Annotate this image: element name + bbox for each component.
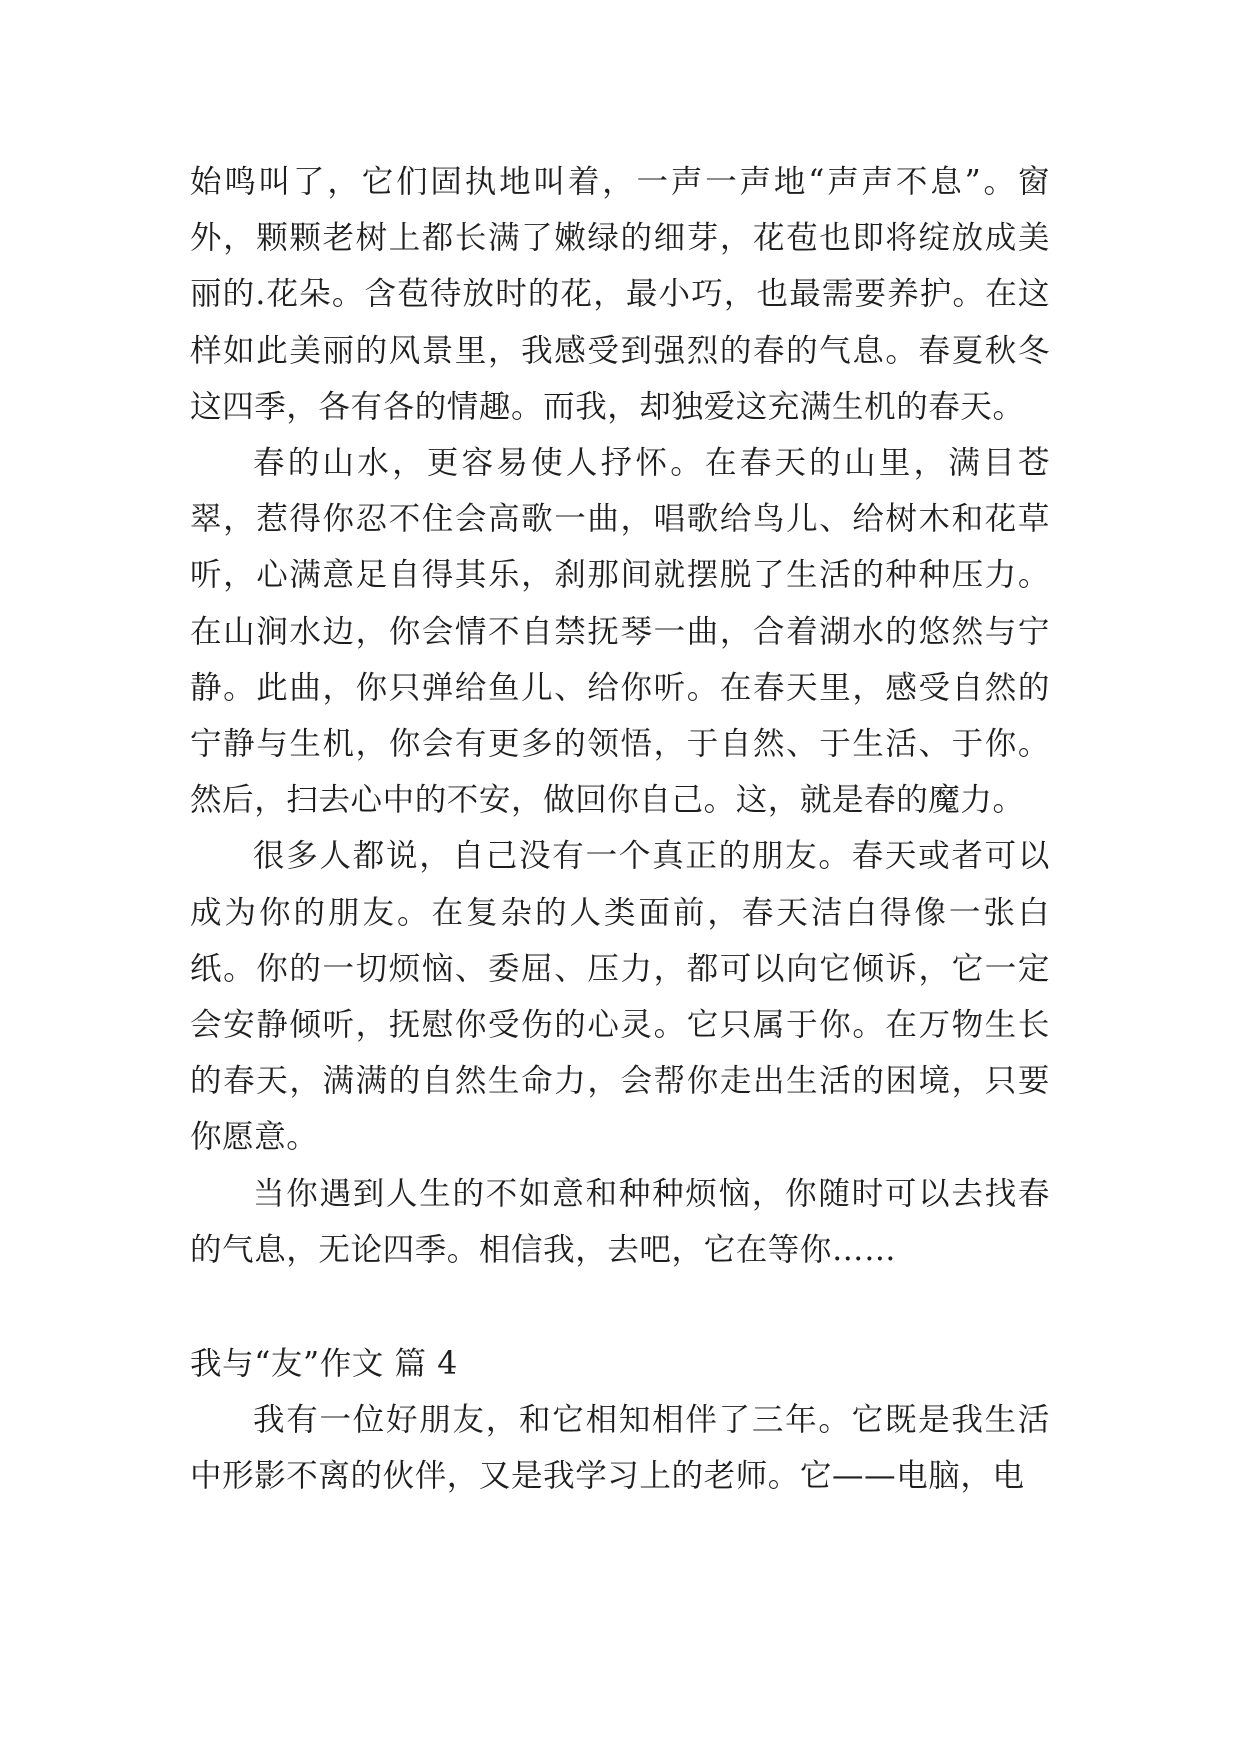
paragraph-computer-friend: 我有一位好朋友，和它相知相伴了三年。它既是我生活中形影不离的伙伴，又是我学习上的老师。它——电脑，电 — [190, 1402, 1050, 1495]
paragraph-spring-landscape: 春的山水，更容易使人抒怀。在春天的山里，满目苍翠，惹得你忍不住会高歌一曲，唱歌给鸟儿、给树木和花草听，心满意足自得其乐，刹那间就摆脱了生活的种种压力。在山涧水边，你会情不自禁抚琴一曲，合着湖水的悠然与宁静。此曲，你只弹给鱼儿、给你听。在春天里，感受自然的宁静与生机，你会有更多的领悟，于自然、于生活、于你。然后，扫去心中的不安，做回你自己。这，就是春的魔力。 — [190, 445, 1050, 819]
paragraph-continued: 始鸣叫了，它们固执地叫着，一声一声地“声声不息”。窗外，颗颗老树上都长满了嫩绿的细芽，花苞也即将绽放成美丽的.花朵。含苞待放时的花，最小巧，也最需要养护。在这样如此美丽的风景里，我感受到强烈的春的气息。春夏秋冬这四季，各有各的情趣。而我，却独爱这充满生机的春天。 — [190, 164, 1050, 425]
essay-body — [190, 154, 1050, 1505]
section-heading: 我与“友”作文 篇 4 — [190, 1346, 458, 1383]
paragraph-spring-closing: 当你遇到人生的不如意和种种烦恼，你随时可以去找春的气息，无论四季。相信我，去吧，它在等你…… — [190, 1175, 1050, 1268]
paragraph-spring-friend: 很多人都说，自己没有一个真正的朋友。春天或者可以成为你的朋友。在复杂的人类面前，春天洁白得像一张白纸。你的一切烦恼、委屈、压力，都可以向它倾诉，它一定会安静倾听，抚慰你受伤的心灵。它只属于你。在万物生长的春天，满满的自然生命力，会帮你走出生活的困境，只要你愿意。 — [190, 838, 1050, 1156]
